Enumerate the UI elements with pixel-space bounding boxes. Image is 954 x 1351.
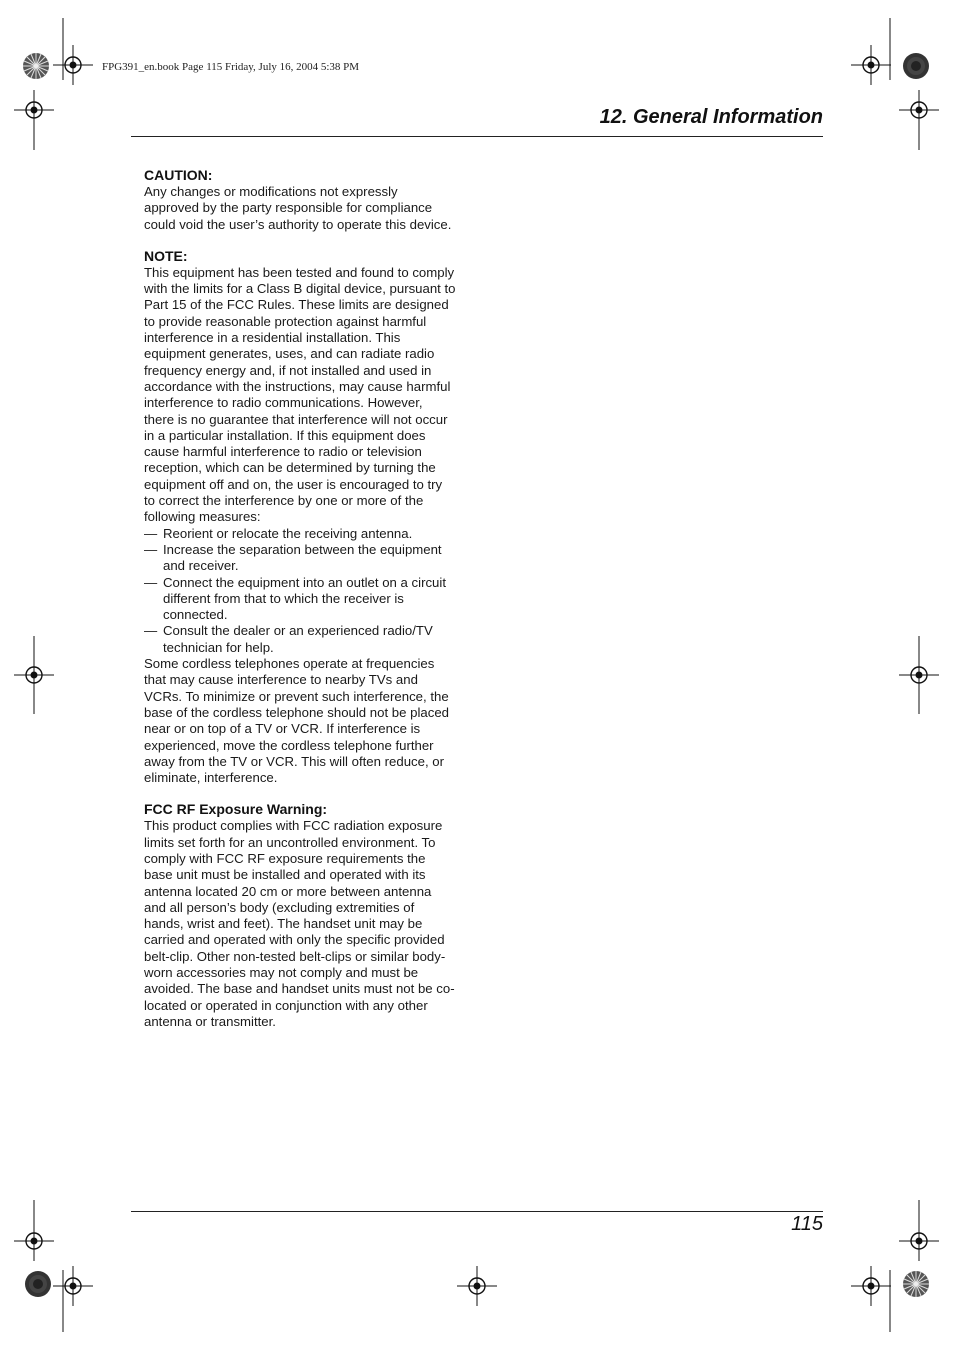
- measure-text: Reorient or relocate the receiving antenna.: [163, 525, 413, 541]
- list-item: [144, 526, 456, 542]
- registration-mark-icon: [851, 45, 891, 85]
- color-bar-icon: [902, 1270, 930, 1298]
- color-bar-icon: [902, 52, 930, 80]
- registration-mark-icon: [899, 1221, 939, 1261]
- registration-mark-icon: [14, 90, 54, 130]
- measures-list: [144, 526, 456, 656]
- header-rule: [131, 136, 823, 137]
- footer-rule: [131, 1211, 823, 1212]
- measure-text: Consult the dealer or an experienced radio/TV technician for help.: [163, 623, 433, 655]
- color-bar-icon: [22, 52, 50, 80]
- measure-text: Increase the separation between the equipment and receiver.: [163, 541, 442, 574]
- note-section: [144, 248, 456, 787]
- registration-mark-icon: [851, 1266, 891, 1306]
- registration-mark-icon: [14, 1221, 54, 1261]
- caution-section: [144, 167, 456, 233]
- print-slug: FPG391_en.book Page 115 Friday, July 16, 2004 5:38 PM: [102, 61, 360, 73]
- main-column: [144, 167, 456, 1030]
- rf-warning-section: [144, 801, 456, 1030]
- rf-warning-body: This product complies with FCC radiation exposure limits set forth for an uncontrolled environment. To comply with FCC RF exposure requirements the base unit must be installed and operated with its antenna located 20 cm or more between antenna and all person’s body (excluding extremities of hands, wrist and feet). The handset unit may be carried and operated with only the specific provided belt-clip. Other non-tested belt-clips or similar body-worn accessories may not comply and must be avoided. The base and handset units must not be co-located or operated in conjunction with any other antenna or transmitter.: [144, 818, 455, 1029]
- registration-mark-icon: [53, 1266, 93, 1306]
- note-heading: NOTE:: [144, 247, 188, 264]
- registration-mark-icon: [14, 655, 54, 695]
- list-item: [144, 542, 456, 575]
- caution-heading: CAUTION:: [144, 167, 213, 183]
- cordless-paragraph: Some cordless telephones operate at frequencies that may cause interference to nearby TVs and VCRs. To minimize or prevent such interference, the base of the cordless telephone should not be placed near or on top of a TV or VCR. If interference is experienced, move the cordless telephone further away from the TV or VCR. This will often reduce, or eliminate, interference.: [144, 656, 449, 786]
- page-number: 115: [791, 1213, 823, 1235]
- rf-warning-heading: FCC RF Exposure Warning:: [144, 801, 328, 818]
- registration-mark-icon: [899, 90, 939, 130]
- registration-mark-icon: [899, 655, 939, 695]
- measure-text: Connect the equipment into an outlet on a circuit different from that to which the receiver is connected.: [163, 574, 446, 623]
- list-item: [144, 575, 456, 624]
- dash-bullet: —: [144, 623, 158, 639]
- registration-mark-icon: [457, 1266, 497, 1306]
- list-item: [144, 623, 456, 656]
- note-intro: This equipment has been tested and found to comply with the limits for a Class B digital device, pursuant to Part 15 of the FCC Rules. These limits are designed to provide reasonable protection against harmful interference in a residential installation. This equipment generates, uses, and can radiate radio frequency energy and, if not installed and used in accordance with the instructions, may cause harmful interference to radio communications. However, there is no guarantee that interference will not occur in a particular installation. If this equipment does cause harmful interference to radio or television reception, which can be determined by turning the equipment off and on, the user is encouraged to try to correct the interference by one or more of the following measures:: [144, 264, 456, 525]
- chapter-title: 12. General Information: [599, 106, 823, 128]
- caution-body: Any changes or modifications not expressly approved by the party responsible for compliance could void the user’s authority to operate this device.: [144, 184, 452, 232]
- registration-mark-icon: [53, 45, 93, 85]
- color-bar-icon: [24, 1270, 52, 1298]
- dash-bullet: —: [144, 525, 158, 541]
- dash-bullet: —: [144, 574, 158, 590]
- dash-bullet: —: [144, 541, 158, 557]
